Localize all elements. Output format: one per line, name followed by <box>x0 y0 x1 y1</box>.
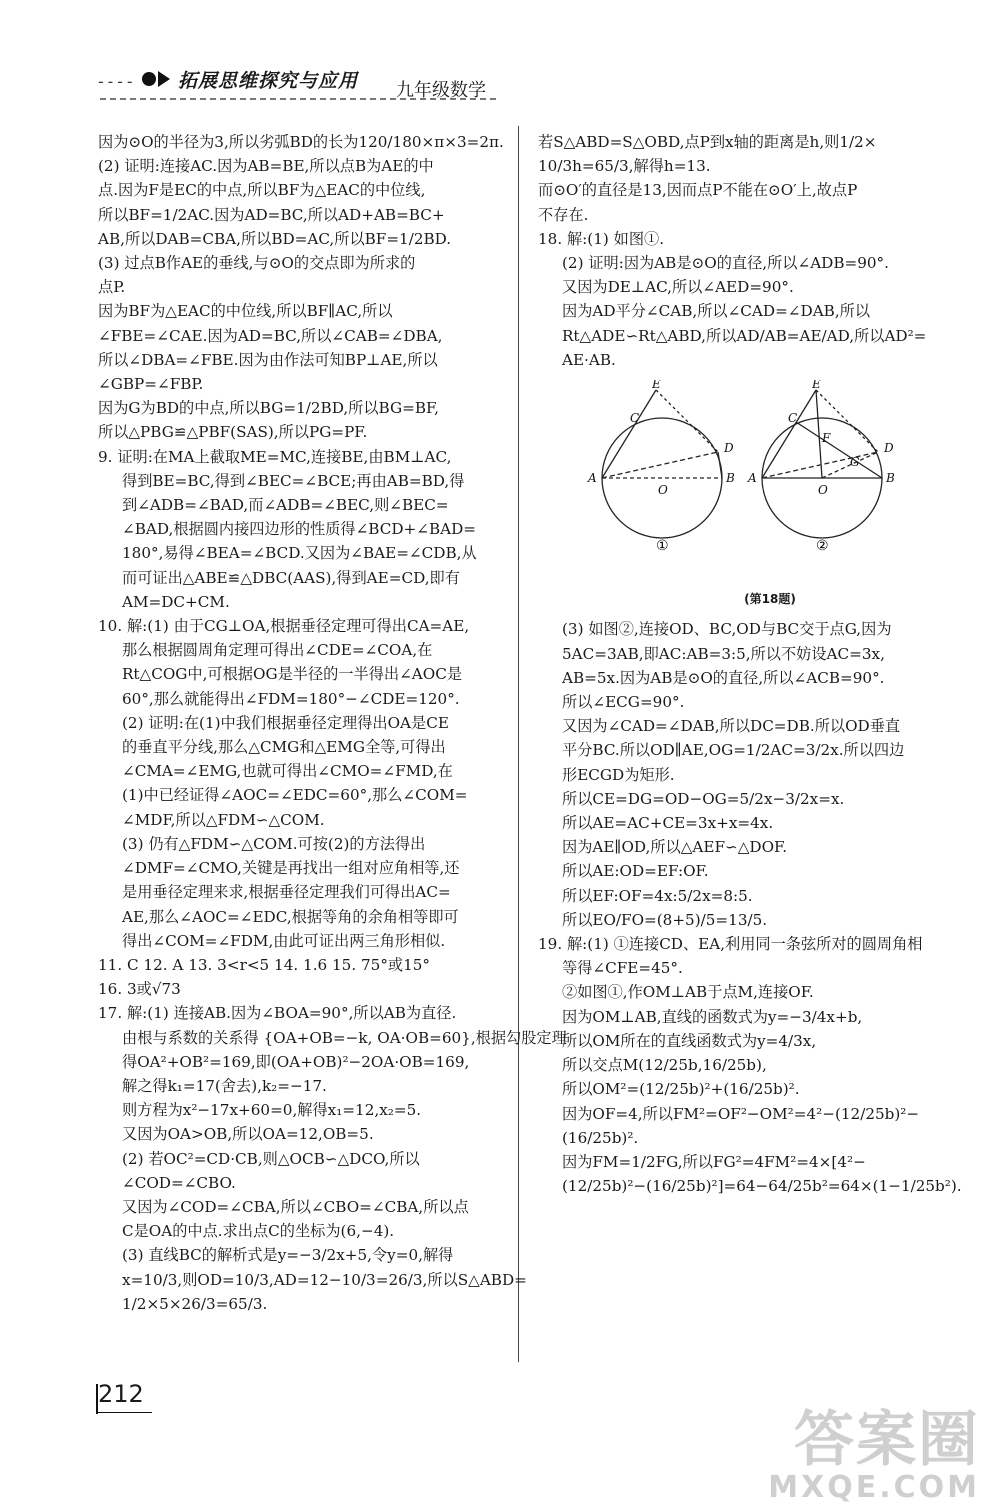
line-ed-1 <box>656 390 718 452</box>
text-line: (2) 若OC²=CD·CB,则△OCB∽△DCO,所以 <box>122 1149 420 1168</box>
text-line: AB,所以DAB=CBA,所以BD=AC,所以BF=1/2BD. <box>98 229 452 248</box>
text-line: 的垂直平分线,那么△CMG和△EMG全等,可得出 <box>122 738 446 757</box>
text-line: (2) 证明:因为AB是⊙O的直径,所以∠ADB=90°. <box>562 254 889 273</box>
text-line: 由根与系数的关系得 {OA+OB=−k, OA·OB=60},根据勾股定理 <box>122 1028 567 1047</box>
text-line: 因为⊙O的半径为3,所以劣弧BD的长为120/180×π×3=2π. <box>98 133 504 151</box>
text-line: 180°,易得∠BEA=∠BCD.又因为∠BAE=∠CDB,从 <box>122 544 477 563</box>
text-line: ∠BAD,根据圆内接四边形的性质得∠BCD+∠BAD= <box>122 520 477 539</box>
text-line: 所以AE:OD=EF:OF. <box>562 862 709 881</box>
text-line: 平分BC.所以OD∥AE,OG=1/2AC=3/2x.所以四边 <box>562 741 905 760</box>
figure-1-label: ① <box>656 538 669 555</box>
text-line: (3) 仍有△FDM∽△COM.可按(2)的方法得出 <box>122 834 426 853</box>
text-line: 到∠ADB=∠BAD,而∠ADB=∠BEC,则∠BEC= <box>122 496 449 515</box>
line-cb-2 <box>796 422 882 478</box>
header-arrow-icon <box>158 71 170 87</box>
label-e-1: E <box>652 380 661 392</box>
text-line: AE,那么∠AOC=∠EDC,根据等角的余角相等即可 <box>122 907 459 926</box>
label-a-1: A <box>588 471 597 486</box>
text-line: ∠DMF=∠CMO,关键是再找出一组对应角相等,还 <box>122 859 460 878</box>
text-line: 因为G为BD的中点,所以BG=1/2BD,所以BG=BF, <box>98 399 439 418</box>
header-rule <box>100 98 496 100</box>
text-line: (3) 如图②,连接OD、BC,OD与BC交于点G,因为 <box>562 620 892 639</box>
text-line: 1/2×5×26/3=65/3. <box>122 1294 268 1313</box>
text-line: (12/25b)²−(16/25b)²]=64−64/25b²=64×(1−1/25b²). <box>562 1177 962 1196</box>
page-number: 212 <box>98 1380 144 1408</box>
text-line: 又因为∠COD=∠CBA,所以∠CBO=∠CBA,所以点 <box>122 1197 469 1216</box>
problem-10-line: 10. 解:(1) 由于CG⊥OA,根据垂径定理可得出CA=AE, <box>98 617 470 636</box>
text-line: 5AC=3AB,即AC:AB=3:5,所以不妨设AC=3x, <box>562 644 885 663</box>
problem-17-line: 17. 解:(1) 连接AB.因为∠BOA=90°,所以AB为直径. <box>98 1004 457 1023</box>
text-line: 是用垂径定理来求,根据垂径定理我们可得出AC= <box>122 883 451 902</box>
text-line: 因为OM⊥AB,直线的函数式为y=−3/4x+b, <box>562 1007 863 1026</box>
figure-1-diagram <box>602 390 722 538</box>
label-c-2: C <box>788 411 798 426</box>
text-line: 则方程为x²−17x+60=0,解得x₁=12,x₂=5. <box>122 1101 422 1120</box>
text-line: (2) 证明:连接AC.因为AB=BE,所以点B为AE的中 <box>98 157 434 176</box>
text-line: 那么根据圆周角定理可得出∠CDE=∠COA,在 <box>122 641 433 660</box>
text-line: 所以CE=DG=OD−OG=5/2x−3/2x=x. <box>562 789 845 808</box>
text-line: 所以△PBG≌△PBF(SAS),所以PG=PF. <box>98 423 368 442</box>
label-b-1: B <box>726 471 735 486</box>
watermark-logo: 答案圈 <box>794 1405 980 1475</box>
text-line: 10/3h=65/3,解得h=13. <box>538 157 711 176</box>
line-db-1 <box>718 452 722 478</box>
line-ad-1 <box>602 452 718 478</box>
line-ae-2 <box>762 390 816 478</box>
label-o-1: O <box>658 483 668 498</box>
text-line: (2) 证明:在(1)中我们根据垂径定理得出OA是CE <box>122 713 449 732</box>
text-line: 又因为OA>OB,所以OA=12,OB=5. <box>122 1125 374 1144</box>
text-line: 因为OF=4,所以FM²=OF²−OM²=4²−(12/25b)²− <box>562 1104 920 1123</box>
label-g-2: G <box>850 455 860 470</box>
text-line: ∠CMA=∠EMG,也就可得出∠CMO=∠FMD,在 <box>122 762 453 781</box>
text-line: 得OA²+OB²=169,即(OA+OB)²−2OA·OB=169, <box>122 1052 470 1071</box>
answer-16-line: 16. 3或√73 <box>98 980 181 999</box>
text-line: 因为FM=1/2FG,所以FG²=4FM²=4×[4²− <box>562 1152 866 1171</box>
grade-subject: 九年级数学 <box>396 80 486 101</box>
text-line: ②如图①,作OM⊥AB于点M,连接OF. <box>562 983 814 1002</box>
label-e-2: E <box>812 380 821 392</box>
problem-19-line: 19. 解:(1) ①连接CD、EA,利用同一条弦所对的圆周角相 <box>538 935 923 954</box>
text-line: 又因为DE⊥AC,所以∠AED=90°. <box>562 278 794 297</box>
label-o-2: O <box>818 483 828 498</box>
watermark-url: MXQE.COM <box>768 1470 980 1505</box>
label-d-1: D <box>724 441 734 456</box>
text-line: (1)中已经证得∠AOC=∠EDC=60°,那么∠COM= <box>122 786 468 805</box>
header-dash-decoration: ---- <box>96 72 135 91</box>
text-line: Rt△ADE∽Rt△ABD,所以AD/AB=AE/AD,所以AD²= <box>562 326 927 345</box>
label-f-2: F <box>822 431 831 446</box>
text-line: (16/25b)². <box>562 1128 639 1147</box>
geometry-figure <box>582 380 902 580</box>
text-line: (3) 直线BC的解析式是y=−3/2x+5,令y=0,解得 <box>122 1246 454 1265</box>
right-column <box>538 130 962 1198</box>
text-line: x=10/3,则OD=10/3,AD=12−10/3=26/3,所以S△ABD= <box>122 1270 527 1289</box>
text-line: 所以OM²=(12/25b)²+(16/25b)². <box>562 1080 800 1099</box>
figure-2-label: ② <box>816 538 829 555</box>
label-c-1: C <box>630 411 640 426</box>
problem-18-line: 18. 解:(1) 如图①. <box>538 229 665 248</box>
text-line: 所以交点M(12/25b,16/25b), <box>562 1056 767 1075</box>
text-line: ∠GBP=∠FBP. <box>98 375 204 394</box>
line-ae-1 <box>602 390 656 478</box>
page-header <box>96 62 506 102</box>
text-line: 点.因为F是EC的中点,所以BF为△EAC的中位线, <box>98 181 426 200</box>
text-line: 而⊙O′的直径是13,因而点P不能在⊙O′上,故点P <box>538 181 858 200</box>
text-line: AM=DC+CM. <box>122 592 230 611</box>
label-d-2: D <box>884 441 894 456</box>
page-number-underline <box>96 1412 152 1413</box>
text-line: 所以EO/FO=(8+5)/5=13/5. <box>562 910 768 929</box>
text-line: C是OA的中点.求出点C的坐标为(6,−4). <box>122 1222 395 1241</box>
text-line: 若S△ABD=S△OBD,点P到x轴的距离是h,则1/2× <box>538 133 877 151</box>
text-line: Rt△COG中,可根据OG是半径的一半得出∠AOC是 <box>122 665 463 684</box>
figure-caption: (第18题) <box>744 592 796 607</box>
label-a-2: A <box>748 471 757 486</box>
text-line: 所以OM所在的直线函数式为y=4/3x, <box>562 1031 817 1050</box>
label-b-2: B <box>886 471 895 486</box>
series-title: 拓展思维探究与应用 <box>178 70 359 92</box>
text-line: 解之得k₁=17(舍去),k₂=−17. <box>122 1076 327 1095</box>
text-line: 得出∠COM=∠FDM,由此可证出两三角形相似. <box>122 931 446 950</box>
text-line: ∠COD=∠CBO. <box>122 1173 236 1192</box>
text-line: 因为AD平分∠CAB,所以∠CAD=∠DAB,所以 <box>562 302 871 321</box>
text-line: 60°,那么就能得出∠FDM=180°−∠CDE=120°. <box>122 689 460 708</box>
text-line: 又因为∠CAD=∠DAB,所以DC=DB.所以OD垂直 <box>562 717 901 736</box>
text-line: AB=5x.因为AB是⊙O的直径,所以∠ACB=90°. <box>562 668 885 687</box>
text-line: 而可证出△ABE≌△DBC(AAS),得到AE=CD,即有 <box>122 568 460 587</box>
text-line: ∠FBE=∠CAE.因为AD=BC,所以∠CAB=∠DBA, <box>98 326 443 345</box>
text-line: AE·AB. <box>562 350 616 369</box>
text-line: (3) 过点B作AE的垂线,与⊙O的交点即为所求的 <box>98 254 416 273</box>
figure-18 <box>582 380 958 611</box>
text-line: 所以∠ECG=90°. <box>562 693 685 712</box>
text-line: 因为AE∥OD,所以△AEF∽△DOF. <box>562 838 788 857</box>
text-line: 不存在. <box>538 205 589 224</box>
text-line: 所以AE=AC+CE=3x+x=4x. <box>562 814 774 833</box>
text-line: 所以∠DBA=∠FBE.因为由作法可知BP⊥AE,所以 <box>98 350 438 369</box>
figure-2-diagram <box>762 390 882 538</box>
text-line: 因为BF为△EAC的中位线,所以BF∥AC,所以 <box>98 302 393 321</box>
text-line: 形ECGD为矩形. <box>562 765 675 784</box>
text-line: 所以BF=1/2AC.因为AD=BC,所以AD+AB=BC+ <box>98 205 445 224</box>
text-line: 点P. <box>98 278 126 297</box>
text-line: 所以EF:OF=4x:5/2x=8:5. <box>562 886 753 905</box>
header-dot-icon <box>142 72 156 86</box>
text-line: ∠MDF,所以△FDM∽△COM. <box>122 810 325 829</box>
text-line: 得到BE=BC,得到∠BEC=∠BCE;再由AB=BD,得 <box>122 471 465 490</box>
problem-9-line: 9. 证明:在MA上截取ME=MC,连接BE,由BM⊥AC, <box>98 447 452 466</box>
column-divider <box>518 126 519 1362</box>
text-line: 等得∠CFE=45°. <box>562 959 683 978</box>
answers-11-15-line: 11. C 12. A 13. 3<r<5 14. 1.6 15. 75°或15° <box>98 955 431 974</box>
